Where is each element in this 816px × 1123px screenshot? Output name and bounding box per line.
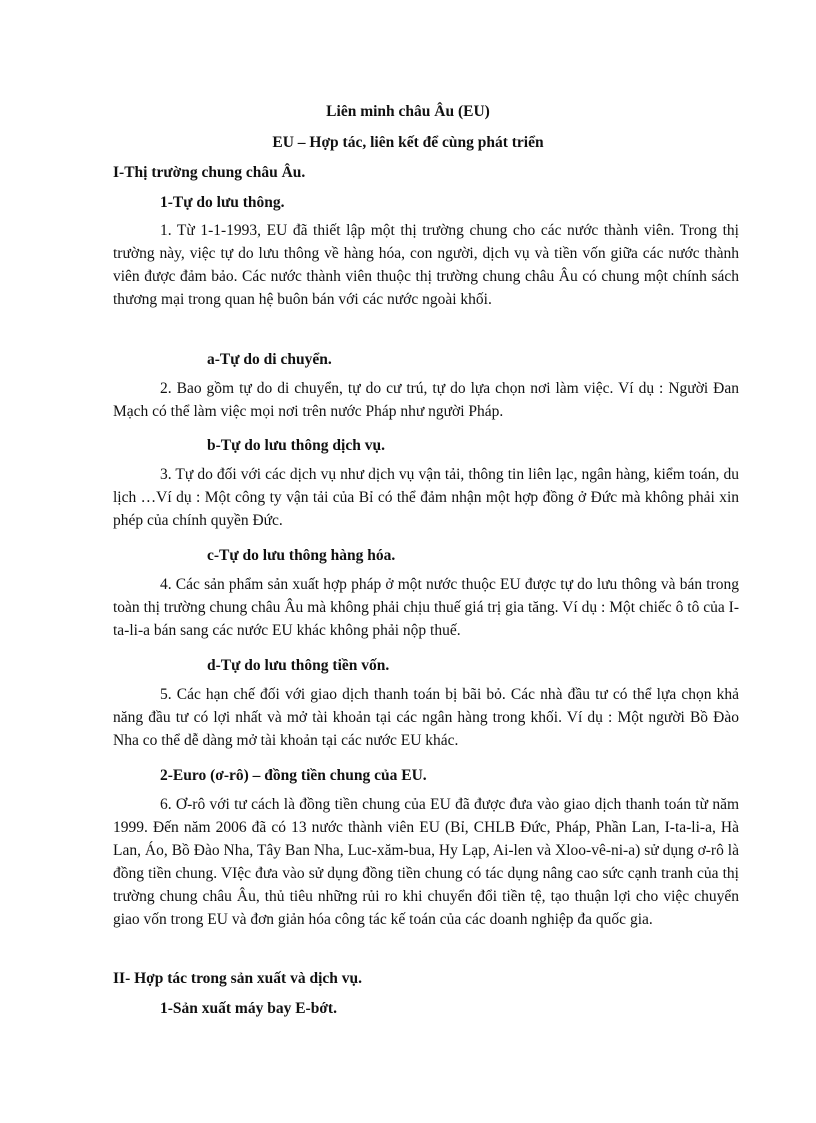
item-heading-b: b-Tự do lưu thông dịch vụ.: [207, 437, 385, 454]
paragraph-2: 2. Bao gồm tự do di chuyển, tự do cư trú, tự do lựa chọn nơi làm việc. Ví dụ : Người Đan Mạch có thể làm việc mọi nơi trên nước Pháp như người Pháp.: [113, 380, 739, 420]
paragraph-3: 3. Tự do đối với các dịch vụ như dịch vụ vận tải, thông tin liên lạc, ngân hàng, kiểm toán, du lịch …Ví dụ : Một công ty vận tải của Bỉ có thể đảm nhận một hợp đồng ở Đức mà không phải xin phép của chính quyền Đức.: [113, 466, 739, 529]
item-heading-c: c-Tự do lưu thông hàng hóa.: [207, 547, 396, 564]
paragraph-1: 1. Từ 1-1-1993, EU đã thiết lập một thị trường chung cho các nước thành viên. Trong thị trường này, việc tự do lưu thông về hàng hóa, con người, dịch vụ và tiền vốn giữa các nước thành viên được đảm bảo. Các nước thành viên thuộc thị trường chung châu Âu có chung một chính sách thương mại trong quan hệ buôn bán với các nước ngoài khối.: [113, 222, 739, 308]
item-heading-d: d-Tự do lưu thông tiền vốn.: [207, 657, 390, 674]
item-heading-a: a-Tự do di chuyển.: [207, 351, 332, 368]
subsection-heading-free-circulation: 1-Tự do lưu thông.: [160, 194, 285, 211]
section-heading-1: I-Thị trường chung châu Âu.: [113, 164, 306, 181]
section-heading-2: II- Hợp tác trong sản xuất và dịch vụ.: [113, 970, 363, 987]
document-subtitle: EU – Hợp tác, liên kết để cùng phát triển: [272, 134, 544, 151]
document-title: Liên minh châu Âu (EU): [326, 103, 490, 120]
paragraph-4: 4. Các sản phẩm sản xuất hợp pháp ở một nước thuộc EU được tự do lưu thông và bán trong toàn thị trường chung châu Âu mà không phải chịu thuế giá trị gia tăng. Ví dụ : Một chiếc ô tô của I-ta-li-a bán sang các nước EU khác không phải nộp thuế.: [113, 576, 739, 639]
paragraph-5: 5. Các hạn chế đối với giao dịch thanh toán bị bãi bỏ. Các nhà đầu tư có thể lựa chọn khả năng đầu tư có lợi nhất và mở tài khoản tại các ngân hàng trong khối. Ví dụ : Một người Bồ Đào Nha co thể dễ dàng mở tài khoản tại các nước EU khác.: [113, 686, 739, 749]
subsection-heading-airbus: 1-Sản xuất máy bay E-bớt.: [160, 1000, 337, 1017]
paragraph-6: 6. Ơ-rô với tư cách là đồng tiền chung của EU đã được đưa vào giao dịch thanh toán từ năm 1999. Đến năm 2006 đã có 13 nước thành viên EU (Bỉ, CHLB Đức, Pháp, Phần Lan, I-ta-li-a, Hà Lan, Áo, Bồ Đào Nha, Tây Ban Nha, Luc-xăm-bua, Hy Lạp, Ai-len và Xloo-vê-ni-a) sử dụng ơ-rô là đồng tiền chung. VIệc đưa vào sử dụng đồng tiền chung có tác dụng nâng cao sức cạnh tranh của thị trường chung châu Âu, thủ tiêu những rủi ro khi chuyển đổi tiền tệ, tạo thuận lợi cho việc chuyển giao vốn trong EU và đơn giản hóa công tác kế toán của các doanh nghiệp đa quốc gia.: [113, 796, 739, 928]
subsection-heading-euro: 2-Euro (ơ-rô) – đồng tiền chung của EU.: [160, 767, 427, 784]
